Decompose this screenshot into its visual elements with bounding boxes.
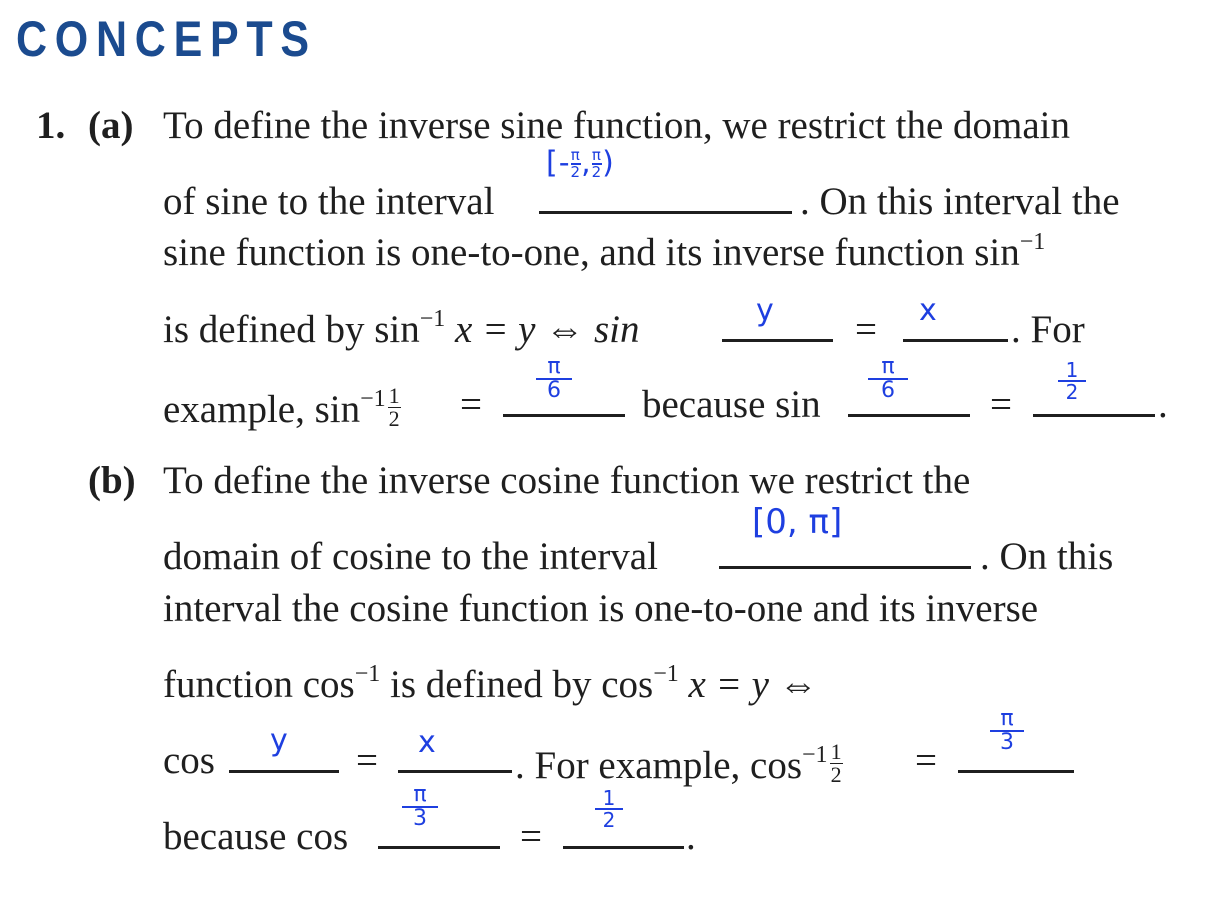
part-b-line-5-mid: . For example, $\cos^{-1}$ $\frac{1}{2}$ — [515, 739, 842, 787]
handwritten-a-because-arg: π 6 — [868, 356, 908, 402]
answer-blank-b-interval[interactable] — [719, 566, 971, 569]
handwritten-a-interval: [- $\frac{\pi}{2}$ , $\frac{\pi}{2}$ ) — [546, 145, 615, 181]
answer-blank-b-cos-val[interactable] — [398, 770, 512, 773]
part-b-line-2-end: . On this — [980, 535, 1114, 578]
part-b-because-equals: = — [520, 815, 542, 858]
handwritten-a-sin-val: x — [919, 293, 937, 328]
handwritten-a-because-val: 1 2 — [1058, 360, 1086, 402]
inverse-superscript: −1 — [1019, 229, 1046, 255]
part-b-line-1: To define the inverse cosine function we restrict the — [163, 459, 971, 502]
handwritten-b-because-arg: π 3 — [402, 784, 438, 830]
part-b-line-5-start: cos — [163, 739, 215, 782]
part-a-equals: = — [855, 308, 877, 351]
part-a-label: (a) — [88, 104, 134, 147]
answer-blank-a-because-val[interactable] — [1033, 414, 1155, 417]
part-a-line-2-start: of sine to the interval — [163, 180, 495, 223]
part-a-line-1: To define the inverse sine function, we restrict the domain — [163, 104, 1070, 147]
answer-blank-b-cos-arg[interactable] — [229, 770, 339, 773]
part-a-line-3: sine function is one-to-one, and its inverse function $\sin^{-1}$ — [163, 229, 1046, 274]
part-b-line-4: function $\cos^{-1}$ is defined by $\cos^{-1} x = y$ ⇔ — [163, 661, 818, 706]
handwritten-b-cos-arg: y — [270, 723, 288, 758]
answer-blank-b-example[interactable] — [958, 770, 1074, 773]
part-a-period: . — [1158, 383, 1168, 426]
part-a-line-5-start: example, $\sin^{-1}$ $\frac{1}{2}$ — [163, 383, 400, 431]
handwritten-b-because-val: 1 2 — [595, 788, 623, 830]
answer-blank-a-because-arg[interactable] — [848, 414, 970, 417]
part-b-line-6-start: because cos — [163, 815, 349, 858]
handwritten-a-sin-arg: y — [756, 293, 774, 328]
handwritten-a-example-answer: π 6 — [536, 356, 572, 402]
answer-blank-a-sin-val[interactable] — [903, 339, 1008, 342]
answer-blank-a-example[interactable] — [503, 414, 625, 417]
part-b-period: . — [686, 815, 696, 858]
answer-blank-b-because-arg[interactable] — [378, 846, 500, 849]
part-a-because: because sin — [642, 383, 821, 426]
part-a-example-equals: = — [460, 383, 482, 426]
section-heading: CONCEPTS — [16, 11, 317, 67]
handwritten-b-interval: [0, π] — [752, 502, 843, 542]
part-a-because-equals: = — [990, 383, 1012, 426]
part-a-line-2-end: . On this interval the — [800, 180, 1120, 223]
problem-number: 1. — [36, 104, 66, 147]
part-a-line-4-start: is defined by $\sin^{-1} x = y$ ⇔ sin — [163, 306, 640, 351]
answer-blank-a-sin-arg[interactable] — [722, 339, 833, 342]
part-b-line-3: interval the cosine function is one-to-one and its inverse — [163, 587, 1039, 630]
handwritten-b-cos-val: x — [418, 725, 436, 760]
part-b-label: (b) — [88, 459, 136, 502]
handwritten-b-example-answer: π 3 — [990, 708, 1024, 754]
part-a-line-4-end: . For — [1011, 308, 1085, 351]
part-b-cos-equals: = — [356, 739, 378, 782]
part-b-example-equals: = — [915, 739, 937, 782]
answer-blank-b-because-val[interactable] — [563, 846, 684, 849]
one-half-fraction: $\frac{1}{2}$ — [388, 383, 400, 431]
part-b-line-2-start: domain of cosine to the interval — [163, 535, 658, 578]
answer-blank-a-interval[interactable] — [539, 211, 792, 214]
